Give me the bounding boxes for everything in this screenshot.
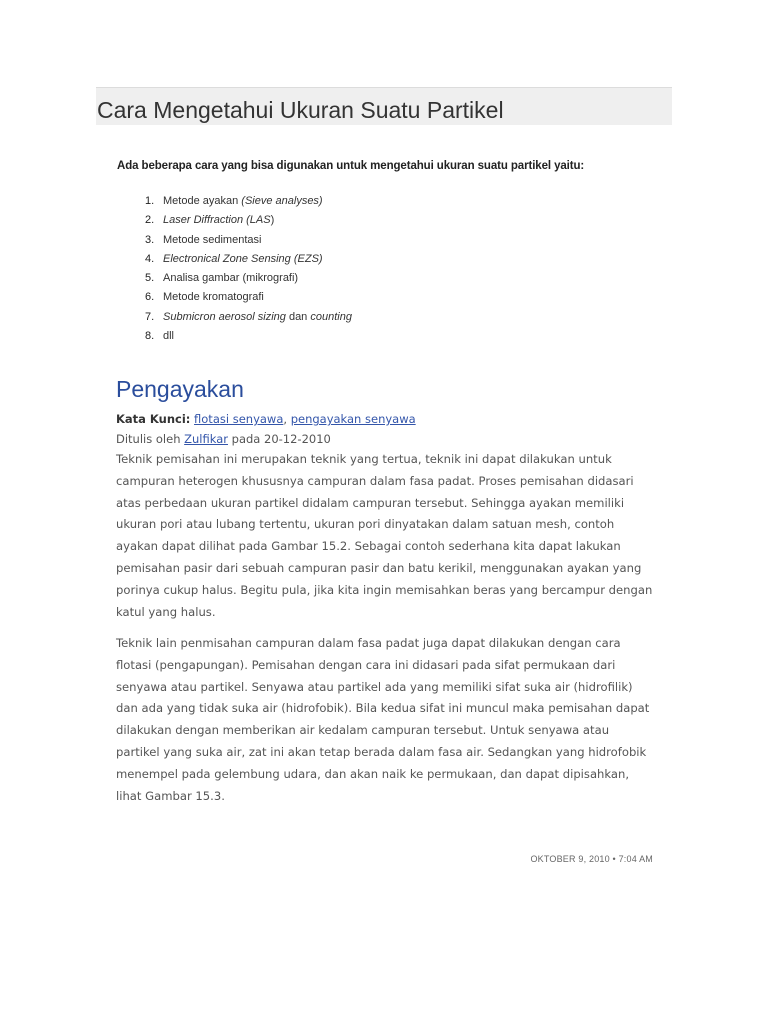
list-item-text: Submicron aerosol sizing: [163, 310, 286, 323]
list-item-number: 4.: [145, 252, 155, 265]
list-item-number: 5.: [145, 272, 155, 285]
author-line: [116, 432, 331, 447]
list-item: [145, 327, 352, 346]
section-title: Pengayakan: [116, 376, 244, 402]
list-item-number: 3.: [145, 233, 155, 246]
list-item-number: 6.: [145, 291, 155, 304]
post-date: 20-12-2010: [264, 432, 331, 446]
list-item: [145, 269, 352, 288]
list-item-text: Laser Diffraction (LAS: [163, 214, 271, 227]
list-item: [145, 250, 352, 269]
list-item-text: Metode sedimentasi: [163, 233, 262, 246]
intro-text: Ada beberapa cara yang bisa digunakan untuk mengetahui ukuran suatu partikel yaitu:: [117, 160, 585, 172]
list-item-number: 8.: [145, 330, 155, 343]
method-list: [145, 192, 352, 346]
list-item-text: ): [270, 214, 275, 227]
author-link[interactable]: Zulfikar: [184, 432, 228, 446]
body-paragraph-2: Teknik lain penmisahan campuran dalam fasa padat juga dapat dilakukan dengan cara flotasi (pengapungan). Pemisahan dengan cara ini didasari pada sifat permukaan dari senyawa atau partikel. Senyawa atau partikel ada yang memiliki sifat suka air (hidrofilik) dan ada yang tidak suka air (hidrofobik). Bila kedua sifat ini muncul maka pemisahan dapat dilakukan dengan memberikan air kedalam campuran tersebut. Untuk senyawa atau partikel yang suka air, zat ini akan tetap berada dalam fasa air. Sedangkan yang hidrofobik menempel pada gelembung udara, dan akan naik ke permukaan, dan dapat dipisahkan, lihat Gambar 15.3.: [116, 636, 650, 803]
page-title: Cara Mengetahui Ukuran Suatu Partikel: [97, 97, 504, 123]
list-item: [145, 288, 352, 307]
list-item-text: Analisa gambar (mikrografi): [163, 272, 299, 285]
list-item-text: Metode kromatografi: [163, 291, 264, 304]
list-item-text: (Sieve analyses): [241, 195, 323, 207]
keyword-separator: ,: [283, 412, 291, 426]
list-item-number: 7.: [145, 310, 155, 323]
list-item-text: Electronical Zone Sensing (EZS): [163, 252, 323, 265]
keywords-line: [116, 412, 416, 427]
body-paragraph-1: Teknik pemisahan ini merupakan teknik yang tertua, teknik ini dapat dilakukan untuk campuran heterogen khususnya campuran dalam fasa padat. Proses pemisahan didasari atas perbedaan ukuran partikel didalam campuran tersebut. Sehingga ayakan memiliki ukuran pori atau lubang tertentu, ukuran pori dinyatakan dalam satuan mesh, contoh ayakan dapat dilihat pada Gambar 15.2. Sebagai contoh sederhana kita dapat lakukan pemisahan pasir dari sebuah campuran pasir dan batu kerikil, menggunakan ayakan yang porinya cukup halus. Begitu pula, jika kita ingin memisahkan beras yang bercampur dengan katul yang halus.: [116, 452, 653, 619]
list-item-number: 1.: [145, 195, 155, 207]
keywords-label: Kata Kunci:: [116, 412, 191, 426]
keyword-link-1[interactable]: flotasi senyawa: [194, 412, 284, 426]
keyword-link-2[interactable]: pengayakan senyawa: [290, 412, 416, 426]
list-item-number: 2.: [145, 214, 155, 227]
list-item: [145, 308, 352, 327]
post-timestamp: OKTOBER 9, 2010 • 7:04 AM: [530, 854, 653, 864]
list-item: [145, 211, 352, 230]
list-item: [145, 192, 352, 211]
author-prefix: Ditulis oleh: [116, 432, 185, 446]
list-item-text: Metode ayakan: [163, 195, 242, 207]
date-prefix: pada: [227, 432, 264, 446]
list-item-text: dll: [163, 330, 175, 343]
list-item-text: dan: [285, 310, 311, 323]
list-item-text: counting: [310, 310, 352, 323]
list-item: [145, 231, 352, 250]
